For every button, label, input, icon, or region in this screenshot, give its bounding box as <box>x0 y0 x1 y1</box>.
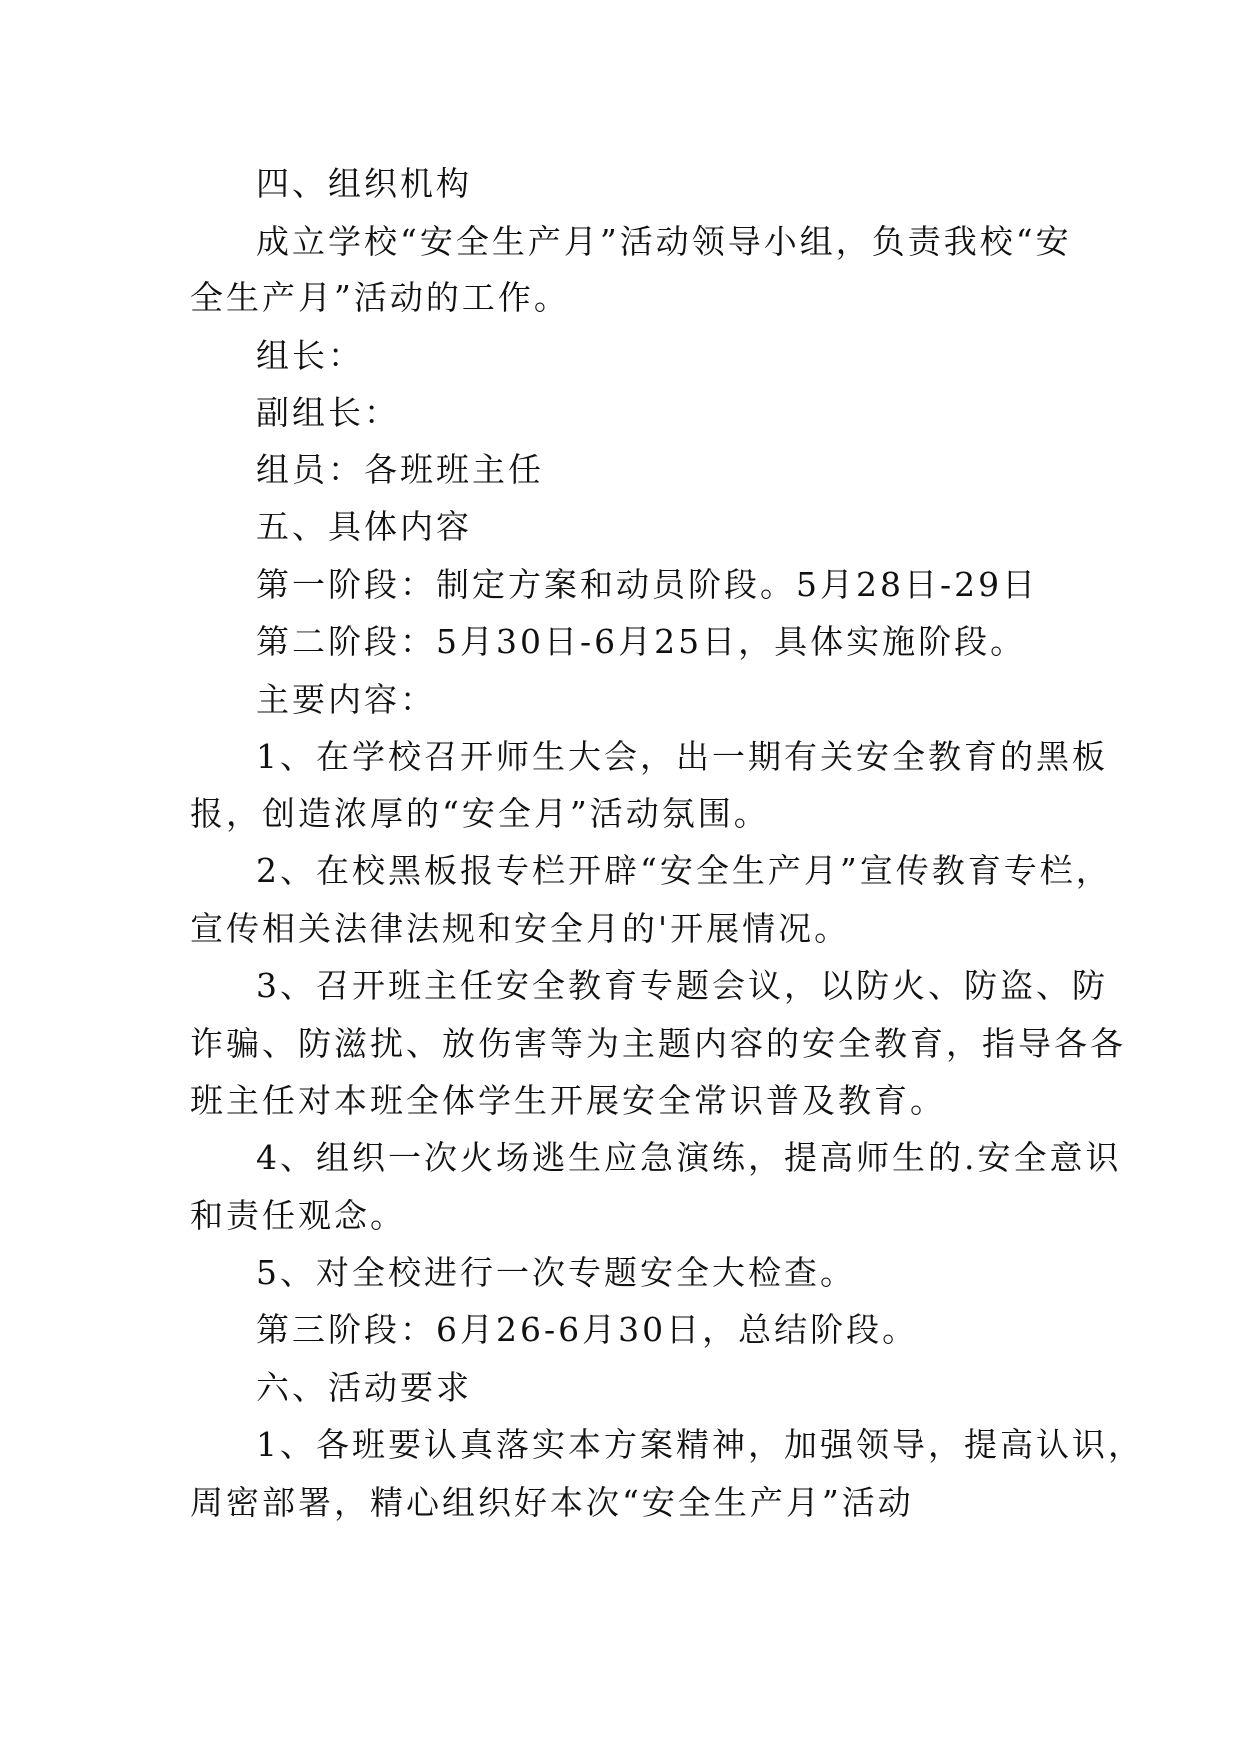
paragraph-line: 第一阶段：制定方案和动员阶段。5月28日-29日 <box>256 565 1039 604</box>
paragraph-line: 组员：各班班主任 <box>256 450 544 489</box>
paragraph-line: 4、组织一次火场逃生应急演练，提高师生的.安全意识 <box>256 1138 1122 1177</box>
paragraph-line: 主要内容： <box>256 680 436 719</box>
paragraph-line: 3、召开班主任安全教育专题会议，以防火、防盗、防 <box>256 966 1108 1005</box>
paragraph-line: 宣传相关法律法规和安全月的'开展情况。 <box>190 909 851 948</box>
paragraph-line: 1、各班要认真落实本方案精神，加强领导，提高认识， <box>256 1425 1144 1464</box>
section-heading-content: 五、具体内容 <box>256 507 472 546</box>
paragraph-line: 诈骗、防滋扰、放伤害等为主题内容的安全教育，指导各各 <box>190 1024 1126 1063</box>
paragraph-line: 全生产月”活动的工作。 <box>190 278 570 317</box>
paragraph-line: 2、在校黑板报专栏开辟“安全生产月”宣传教育专栏， <box>256 851 1112 890</box>
paragraph-line: 第三阶段：6月26-6月30日，总结阶段。 <box>256 1310 919 1349</box>
paragraph-line: 周密部署，精心组织好本次“安全生产月”活动 <box>190 1483 914 1522</box>
section-heading-organization: 四、组织机构 <box>256 164 472 203</box>
paragraph-line: 第二阶段：5月30日-6月25日，具体实施阶段。 <box>256 622 1027 661</box>
paragraph-line: 5、对全校进行一次专题安全大检查。 <box>256 1253 856 1292</box>
paragraph-line: 报，创造浓厚的“安全月”活动氛围。 <box>190 794 770 833</box>
paragraph-line: 成立学校“安全生产月”活动领导小组，负责我校“安 <box>256 222 1072 261</box>
paragraph-line: 1、在学校召开师生大会，出一期有关安全教育的黑板 <box>256 737 1108 776</box>
paragraph-line: 副组长： <box>256 393 400 432</box>
paragraph-line: 班主任对本班全体学生开展安全常识普及教育。 <box>190 1081 946 1120</box>
section-heading-requirements: 六、活动要求 <box>256 1368 472 1407</box>
paragraph-line: 组长： <box>256 336 364 375</box>
paragraph-line: 和责任观念。 <box>190 1196 406 1235</box>
